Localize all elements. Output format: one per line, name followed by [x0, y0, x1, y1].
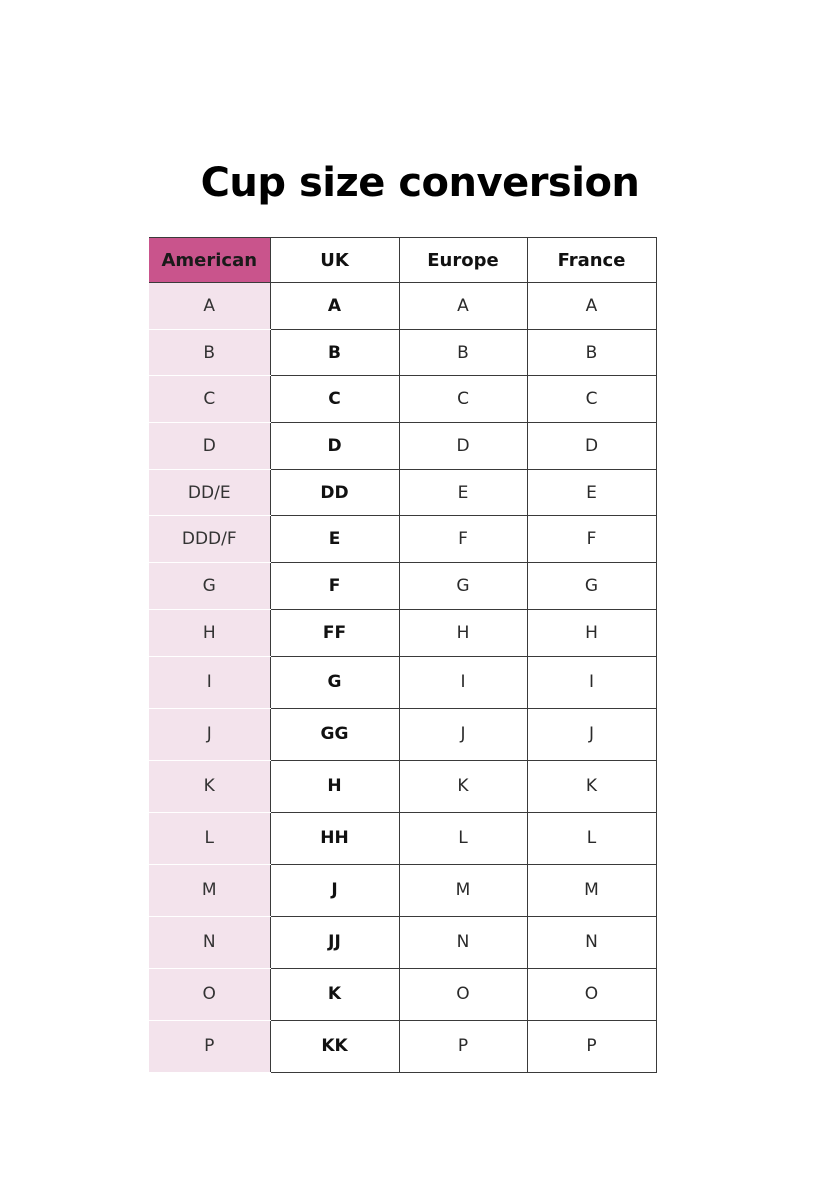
- cup-size-conversion-table: [149, 237, 657, 1073]
- cell-uk: D: [270, 423, 399, 470]
- cell-europe: F: [399, 516, 527, 563]
- cell-uk: KK: [270, 1020, 399, 1072]
- cell-europe: N: [399, 916, 527, 968]
- cell-uk: G: [270, 656, 399, 708]
- table-row: [149, 760, 656, 812]
- cell-france: B: [527, 329, 656, 376]
- cell-american: DDD/F: [149, 516, 270, 563]
- cell-europe: L: [399, 812, 527, 864]
- cell-american: K: [149, 760, 270, 812]
- cell-france: N: [527, 916, 656, 968]
- cell-france: M: [527, 864, 656, 916]
- cell-europe: M: [399, 864, 527, 916]
- table-row: [149, 812, 656, 864]
- cell-europe: C: [399, 376, 527, 423]
- cell-france: P: [527, 1020, 656, 1072]
- table-row: [149, 708, 656, 760]
- cell-europe: B: [399, 329, 527, 376]
- cell-american: DD/E: [149, 469, 270, 516]
- cell-uk: B: [270, 329, 399, 376]
- cell-europe: P: [399, 1020, 527, 1072]
- table-header-row: [149, 238, 656, 283]
- cell-uk: HH: [270, 812, 399, 864]
- cell-uk: K: [270, 968, 399, 1020]
- cell-france: L: [527, 812, 656, 864]
- cell-france: G: [527, 563, 656, 610]
- table-row: [149, 329, 656, 376]
- cell-american: P: [149, 1020, 270, 1072]
- cell-uk: A: [270, 283, 399, 330]
- cell-american: I: [149, 656, 270, 708]
- cell-france: K: [527, 760, 656, 812]
- cell-europe: D: [399, 423, 527, 470]
- cell-uk: H: [270, 760, 399, 812]
- cell-uk: F: [270, 563, 399, 610]
- cell-france: D: [527, 423, 656, 470]
- page-title: Cup size conversion: [200, 159, 640, 206]
- table-row: [149, 516, 656, 563]
- cell-uk: JJ: [270, 916, 399, 968]
- cell-american: L: [149, 812, 270, 864]
- cell-europe: A: [399, 283, 527, 330]
- table-row: [149, 916, 656, 968]
- cell-american: A: [149, 283, 270, 330]
- cell-uk: J: [270, 864, 399, 916]
- header-uk: UK: [270, 238, 399, 283]
- cell-american: G: [149, 563, 270, 610]
- cell-uk: C: [270, 376, 399, 423]
- cell-american: B: [149, 329, 270, 376]
- cell-france: H: [527, 609, 656, 656]
- cell-europe: J: [399, 708, 527, 760]
- cell-france: E: [527, 469, 656, 516]
- cell-american: O: [149, 968, 270, 1020]
- cell-american: M: [149, 864, 270, 916]
- table-row: [149, 283, 656, 330]
- cell-american: N: [149, 916, 270, 968]
- cell-france: F: [527, 516, 656, 563]
- header-american: American: [149, 238, 270, 283]
- header-europe: Europe: [399, 238, 527, 283]
- cell-uk: GG: [270, 708, 399, 760]
- conversion-table-container: [149, 237, 656, 1073]
- cell-europe: G: [399, 563, 527, 610]
- cell-american: D: [149, 423, 270, 470]
- cell-uk: FF: [270, 609, 399, 656]
- cell-europe: I: [399, 656, 527, 708]
- table-body: [149, 283, 656, 1073]
- cell-france: C: [527, 376, 656, 423]
- cell-american: C: [149, 376, 270, 423]
- table-row: [149, 656, 656, 708]
- table-row: [149, 423, 656, 470]
- table-row: [149, 968, 656, 1020]
- cell-american: H: [149, 609, 270, 656]
- cell-france: I: [527, 656, 656, 708]
- table-row: [149, 469, 656, 516]
- cell-american: J: [149, 708, 270, 760]
- table-row: [149, 864, 656, 916]
- cell-france: O: [527, 968, 656, 1020]
- cell-europe: K: [399, 760, 527, 812]
- cell-uk: E: [270, 516, 399, 563]
- table-row: [149, 609, 656, 656]
- cell-france: J: [527, 708, 656, 760]
- cell-france: A: [527, 283, 656, 330]
- cell-europe: H: [399, 609, 527, 656]
- table-row: [149, 1020, 656, 1072]
- table-row: [149, 563, 656, 610]
- cell-europe: E: [399, 469, 527, 516]
- header-france: France: [527, 238, 656, 283]
- table-row: [149, 376, 656, 423]
- cell-uk: DD: [270, 469, 399, 516]
- cell-europe: O: [399, 968, 527, 1020]
